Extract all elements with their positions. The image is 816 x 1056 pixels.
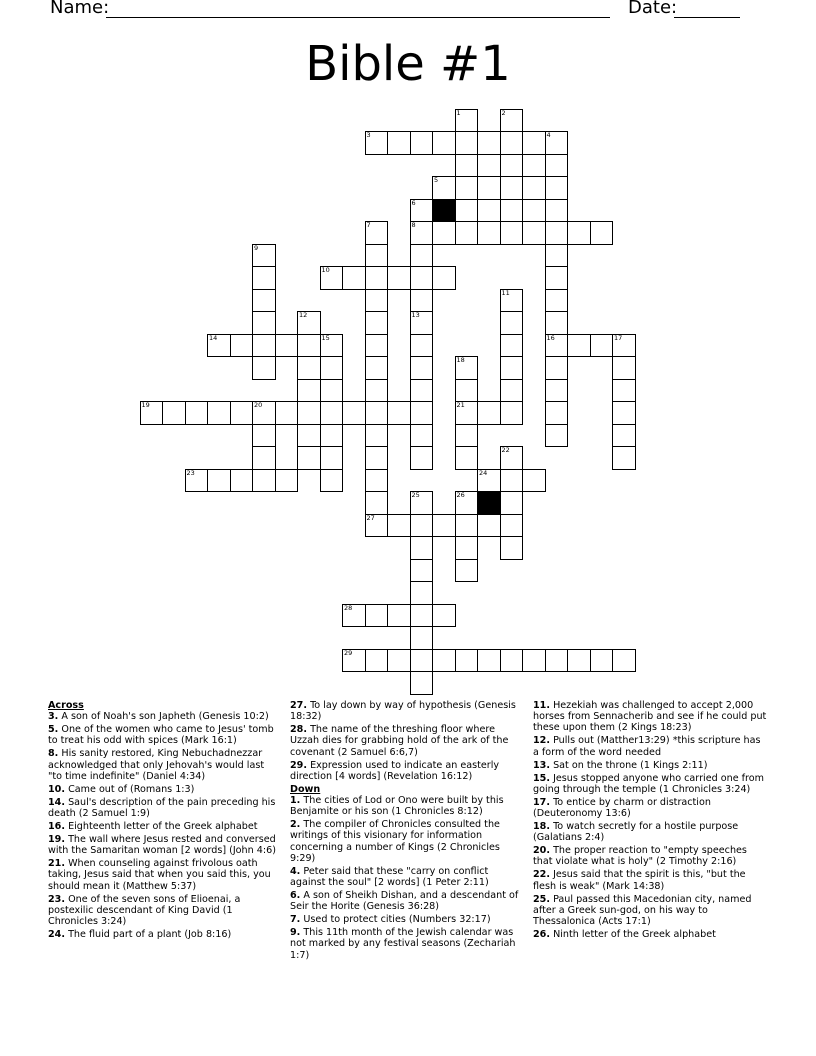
grid-cell[interactable] (455, 379, 479, 403)
grid-cell[interactable] (297, 311, 321, 335)
name-label: Name: (50, 0, 110, 18)
clue-number: 24. (48, 929, 65, 941)
down-clue (290, 914, 522, 925)
grid-cell[interactable] (320, 334, 344, 358)
grid-cell[interactable] (365, 469, 389, 493)
clue-text: His sanity restored, King Nebuchadnezzar acknowledged that only Jehovah's would last "to time indefinite" (Daniel 4:34) (48, 748, 265, 782)
clue-number: 26. (533, 929, 550, 941)
grid-cell[interactable] (500, 221, 524, 245)
across-clue (48, 724, 280, 746)
grid-cell[interactable] (252, 469, 276, 493)
grid-cell[interactable] (500, 401, 524, 425)
clue-number: 9. (290, 927, 301, 939)
clue-number: 14. (48, 796, 65, 808)
grid-cell[interactable] (365, 379, 389, 403)
clue-number: 29 (344, 648, 353, 657)
grid-cell[interactable] (545, 311, 569, 335)
grid-cell[interactable] (477, 131, 501, 155)
grid-cell[interactable] (455, 536, 479, 560)
grid-cell[interactable] (387, 266, 411, 290)
clue-number: 16. (48, 821, 65, 833)
clue-number: 6. (290, 890, 301, 902)
down-heading: Down (290, 783, 321, 795)
clue-number: 3 (366, 131, 371, 139)
grid-cell[interactable] (410, 491, 434, 515)
grid-cell[interactable] (297, 356, 321, 380)
grid-cell[interactable] (365, 289, 389, 313)
grid-cell[interactable] (477, 199, 501, 223)
grid-cell[interactable] (342, 401, 366, 425)
grid-cell[interactable] (432, 266, 456, 290)
clue-number: 23 (186, 468, 195, 477)
grid-cell[interactable] (477, 514, 501, 538)
clue-text: This 11th month of the Jewish calendar was not marked by any festival seasons (Zechariah 1:7) (290, 927, 516, 961)
grid-cell[interactable] (140, 401, 164, 425)
clue-number: 8. (48, 748, 59, 760)
clue-text: To lay down by way of hypothesis (Genesis 18:32) (290, 700, 516, 723)
black-cell (432, 199, 456, 223)
grid-cell[interactable] (342, 604, 366, 628)
across-clue (48, 784, 280, 795)
grid-cell[interactable] (365, 266, 389, 290)
grid-cell[interactable] (522, 469, 546, 493)
grid-cell[interactable] (252, 424, 276, 448)
clue-text: Jesus stopped anyone who carried one from going through the temple (1 Chronicles 3:24) (533, 772, 764, 795)
grid-cell[interactable] (500, 154, 524, 178)
grid-cell[interactable] (275, 334, 299, 358)
grid-cell[interactable] (545, 379, 569, 403)
grid-cell[interactable] (365, 649, 389, 673)
clue-text: The compiler of Chronicles consulted the writings of this visionary for information concerning a number of Kings (2 Chronicles 9:29) (290, 819, 500, 864)
across-clue (48, 894, 280, 928)
grid-cell[interactable] (387, 401, 411, 425)
grid-cell[interactable] (410, 581, 434, 605)
clue-text: One of the women who came to Jesus' tomb to treat his odd with spices (Mark 16:1) (48, 724, 274, 747)
clue-number: 15. (533, 772, 550, 784)
grid-cell[interactable] (410, 244, 434, 268)
clue-number: 11 (501, 288, 510, 297)
grid-cell[interactable] (252, 311, 276, 335)
grid-cell[interactable] (365, 491, 389, 515)
clue-number: 8 (411, 221, 416, 229)
grid-cell[interactable] (410, 424, 434, 448)
clue-text: Peter said that these "carry on conflict against the soul" [2 words] (1 Peter 2:11) (290, 865, 489, 889)
grid-cell[interactable] (500, 176, 524, 200)
across-clue (48, 748, 280, 782)
grid-cell[interactable] (545, 289, 569, 313)
grid-cell[interactable] (590, 334, 614, 358)
clue-number: 25. (533, 893, 550, 905)
grid-cell[interactable] (410, 221, 434, 245)
clue-text: Saul's description of the pain preceding his death (2 Samuel 1:9) (48, 796, 276, 820)
grid-cell[interactable] (500, 109, 524, 133)
clue-number: 21. (48, 858, 65, 870)
clue-number: 17. (533, 796, 550, 808)
grid-cell[interactable] (252, 446, 276, 470)
grid-cell[interactable] (410, 334, 434, 358)
grid-cell[interactable] (207, 334, 231, 358)
clue-number: 25 (411, 491, 420, 499)
grid-cell[interactable] (365, 424, 389, 448)
clue-number: 28. (290, 724, 307, 736)
grid-cell[interactable] (612, 446, 636, 470)
clue-number: 12. (533, 735, 550, 747)
grid-cell[interactable] (410, 536, 434, 560)
grid-cell[interactable] (365, 311, 389, 335)
grid-cell[interactable] (297, 446, 321, 470)
across-clue (48, 929, 280, 940)
across-clue (48, 858, 280, 892)
across-clue (48, 797, 280, 819)
clue-number: 22 (501, 446, 510, 454)
grid-cell[interactable] (500, 199, 524, 223)
grid-cell[interactable] (545, 334, 569, 358)
grid-cell[interactable] (410, 446, 434, 470)
grid-cell[interactable] (455, 109, 479, 133)
grid-cell[interactable] (545, 266, 569, 290)
clue-column-2 (290, 700, 522, 963)
grid-cell[interactable] (275, 401, 299, 425)
grid-cell[interactable] (545, 131, 569, 155)
grid-cell[interactable] (410, 626, 434, 650)
grid-cell[interactable] (230, 334, 254, 358)
grid-cell[interactable] (567, 334, 591, 358)
grid-cell[interactable] (455, 131, 479, 155)
grid-cell[interactable] (612, 424, 636, 448)
grid-cell[interactable] (455, 176, 479, 200)
clue-number: 1 (456, 108, 461, 117)
grid-cell[interactable] (612, 649, 636, 673)
clue-text: The fluid part of a plant (Job 8:16) (68, 929, 232, 941)
grid-cell[interactable] (410, 311, 434, 335)
down-clue (290, 890, 522, 912)
clue-number: 1. (290, 795, 301, 807)
grid-cell[interactable] (522, 131, 546, 155)
grid-cell[interactable] (522, 199, 546, 223)
page-title: Bible #1 (305, 36, 511, 92)
grid-cell[interactable] (477, 649, 501, 673)
grid-cell[interactable] (500, 311, 524, 335)
grid-cell[interactable] (410, 379, 434, 403)
clue-text: Paul passed this Macedonian city, named after a Greek sun-god, on his way to Thessalonica (Acts 17:1) (533, 893, 752, 928)
grid-cell[interactable] (320, 401, 344, 425)
grid-cell[interactable] (410, 289, 434, 313)
clue-number: 13. (533, 759, 550, 771)
down-clue (533, 797, 769, 819)
grid-cell[interactable] (387, 514, 411, 538)
grid-cell[interactable] (365, 221, 389, 245)
grid-cell[interactable] (500, 469, 524, 493)
grid-cell[interactable] (500, 649, 524, 673)
down-clue (533, 869, 769, 891)
grid-cell[interactable] (207, 469, 231, 493)
down-clue (290, 866, 522, 888)
across-clue (290, 700, 522, 722)
grid-cell[interactable] (275, 469, 299, 493)
grid-cell[interactable] (522, 176, 546, 200)
grid-cell[interactable] (612, 379, 636, 403)
grid-cell[interactable] (455, 514, 479, 538)
grid-cell[interactable] (342, 266, 366, 290)
clue-number: 16 (546, 333, 555, 342)
clue-number: 7. (290, 914, 301, 926)
clue-number: 22. (533, 869, 550, 881)
clue-text: The proper reaction to "empty speeches that violate what is holy" (2 Timothy 2:16) (533, 845, 747, 868)
clue-text: Used to protect cities (Numbers 32:17) (303, 914, 491, 926)
grid-cell[interactable] (230, 469, 254, 493)
grid-cell[interactable] (500, 131, 524, 155)
grid-cell[interactable] (612, 401, 636, 425)
grid-cell[interactable] (455, 401, 479, 425)
down-clue (533, 894, 769, 928)
grid-cell[interactable] (612, 356, 636, 380)
grid-cell[interactable] (252, 401, 276, 425)
grid-cell[interactable] (252, 356, 276, 380)
grid-cell[interactable] (230, 401, 254, 425)
grid-cell[interactable] (500, 379, 524, 403)
grid-cell[interactable] (297, 334, 321, 358)
black-cell (477, 491, 501, 515)
grid-cell[interactable] (387, 604, 411, 628)
across-clue (48, 834, 280, 856)
grid-cell[interactable] (387, 131, 411, 155)
grid-cell[interactable] (365, 446, 389, 470)
grid-cell[interactable] (590, 649, 614, 673)
grid-cell[interactable] (500, 334, 524, 358)
grid-cell[interactable] (455, 649, 479, 673)
clue-number: 24 (479, 468, 488, 477)
grid-cell[interactable] (297, 379, 321, 403)
grid-cell[interactable] (207, 401, 231, 425)
grid-cell[interactable] (500, 446, 524, 470)
grid-cell[interactable] (432, 131, 456, 155)
grid-cell[interactable] (365, 401, 389, 425)
grid-cell[interactable] (545, 154, 569, 178)
clue-text: Sat on the throne (1 Kings 2:11) (553, 759, 708, 771)
grid-cell[interactable] (252, 244, 276, 268)
clue-number: 14 (209, 333, 218, 342)
clue-number: 19. (48, 834, 65, 846)
clue-text: Eighteenth letter of the Greek alphabet (68, 821, 258, 833)
grid-cell[interactable] (455, 154, 479, 178)
clue-number: 19 (141, 401, 150, 409)
grid-cell[interactable] (455, 559, 479, 583)
grid-cell[interactable] (432, 514, 456, 538)
grid-cell[interactable] (522, 221, 546, 245)
grid-cell[interactable] (500, 289, 524, 313)
clue-number: 21 (456, 401, 465, 409)
grid-cell[interactable] (500, 491, 524, 515)
grid-cell[interactable] (455, 356, 479, 380)
clue-number: 10. (48, 783, 65, 795)
grid-cell[interactable] (477, 221, 501, 245)
grid-cell[interactable] (185, 401, 209, 425)
across-clue (290, 760, 522, 782)
clue-number: 7 (366, 221, 371, 229)
grid-cell[interactable] (612, 334, 636, 358)
clue-number: 18 (456, 356, 465, 364)
grid-cell[interactable] (252, 289, 276, 313)
clue-number: 2 (501, 108, 506, 117)
clue-number: 29. (290, 759, 307, 771)
grid-cell[interactable] (500, 356, 524, 380)
grid-cell[interactable] (545, 356, 569, 380)
down-clue (533, 929, 769, 940)
grid-cell[interactable] (320, 356, 344, 380)
grid-cell[interactable] (252, 334, 276, 358)
clue-number: 28 (344, 603, 353, 612)
clue-text: Expression used to indicate an easterly direction [4 words] (Revelation 16:12) (290, 759, 500, 782)
grid-cell[interactable] (410, 266, 434, 290)
grid-cell[interactable] (455, 199, 479, 223)
clue-text: Came out of (Romans 1:3) (68, 783, 195, 795)
across-heading: Across (48, 700, 84, 711)
clue-number: 18. (533, 821, 550, 833)
clue-text: The cities of Lod or Ono were built by this Benjamite or his son (1 Chronicles 8:12) (290, 795, 504, 818)
clue-number: 13 (411, 311, 420, 319)
clue-number: 4. (290, 865, 301, 877)
clue-number: 6 (411, 198, 416, 207)
grid-cell[interactable] (455, 221, 479, 245)
clue-text: A son of Sheikh Dishan, and a descendant of Seir the Horite (Genesis 36:28) (290, 890, 519, 913)
clue-text: To watch secretly for a hostile purpose (Galatians 2:4) (533, 821, 739, 844)
grid-cell[interactable] (410, 514, 434, 538)
clue-number: 20 (254, 401, 263, 409)
down-clue (533, 760, 769, 771)
grid-cell[interactable] (500, 514, 524, 538)
grid-cell[interactable] (545, 221, 569, 245)
grid-cell[interactable] (477, 469, 501, 493)
down-clue (533, 700, 769, 734)
grid-cell[interactable] (252, 266, 276, 290)
grid-cell[interactable] (365, 244, 389, 268)
grid-cell[interactable] (320, 424, 344, 448)
clue-number: 10 (321, 266, 330, 274)
grid-cell[interactable] (320, 446, 344, 470)
clue-text: One of the seven sons of Elioenai, a postexilic descendant of King David (1 Chronicles 3:24) (48, 893, 241, 928)
grid-cell[interactable] (455, 446, 479, 470)
grid-cell[interactable] (567, 221, 591, 245)
clue-text: Jesus said that the spirit is this, "but the flesh is weak" (Mark 14:38) (533, 869, 746, 892)
grid-cell[interactable] (545, 401, 569, 425)
grid-cell[interactable] (545, 244, 569, 268)
grid-cell[interactable] (387, 649, 411, 673)
clue-number: 4 (546, 131, 551, 139)
clue-number: 20. (533, 845, 550, 857)
clue-number: 11. (533, 700, 550, 711)
grid-cell[interactable] (320, 469, 344, 493)
grid-cell[interactable] (432, 176, 456, 200)
grid-cell[interactable] (410, 199, 434, 223)
clue-text: The name of the threshing floor where Uzzah dies for grabbing hold of the ark of the covenant (2 Samuel 6:6,7) (290, 724, 509, 758)
down-clue (533, 821, 769, 843)
clue-number: 15 (321, 333, 330, 342)
down-clue (533, 773, 769, 795)
grid-cell[interactable] (432, 221, 456, 245)
grid-cell[interactable] (320, 266, 344, 290)
across-clue (48, 711, 280, 722)
down-clue (290, 927, 522, 961)
clue-number: 27 (366, 513, 375, 522)
date-label: Date: (628, 0, 678, 18)
down-clue (533, 845, 769, 867)
clue-number: 5. (48, 724, 59, 736)
clue-text: Pulls out (Matther13:29) *this scripture has a form of the word needed (533, 735, 761, 758)
clue-text: The wall where Jesus rested and conversed with the Samaritan woman [2 words] (John 4:6) (48, 834, 276, 857)
clue-number: 3. (48, 711, 59, 723)
grid-cell[interactable] (545, 199, 569, 223)
grid-cell[interactable] (320, 379, 344, 403)
clue-column-3 (533, 700, 769, 942)
grid-cell[interactable] (410, 559, 434, 583)
grid-cell[interactable] (185, 469, 209, 493)
grid-cell[interactable] (545, 424, 569, 448)
grid-cell[interactable] (590, 221, 614, 245)
clue-number: 26 (456, 491, 465, 499)
down-clue (290, 795, 522, 817)
grid-cell[interactable] (410, 401, 434, 425)
grid-cell[interactable] (410, 671, 434, 695)
grid-cell[interactable] (545, 649, 569, 673)
clue-number: 27. (290, 700, 307, 711)
grid-cell[interactable] (410, 649, 434, 673)
grid-cell[interactable] (365, 604, 389, 628)
grid-cell[interactable] (410, 356, 434, 380)
clue-number: 5 (434, 176, 439, 184)
grid-cell[interactable] (455, 424, 479, 448)
across-clue (290, 724, 522, 758)
grid-cell[interactable] (477, 176, 501, 200)
grid-cell[interactable] (477, 401, 501, 425)
clue-number: 12 (299, 311, 308, 319)
down-clue (290, 819, 522, 864)
clue-text: Hezekiah was challenged to accept 2,000 horses from Sennacherib and see if he could put these upon them (2 Kings 18:23) (533, 700, 767, 734)
grid-cell[interactable] (432, 649, 456, 673)
clue-number: 9 (254, 243, 259, 252)
clue-number: 2. (290, 819, 301, 831)
across-clue (48, 821, 280, 832)
grid-cell[interactable] (500, 536, 524, 560)
grid-cell[interactable] (545, 176, 569, 200)
grid-cell[interactable] (365, 514, 389, 538)
grid-cell[interactable] (365, 334, 389, 358)
grid-cell[interactable] (297, 424, 321, 448)
grid-cell[interactable] (342, 649, 366, 673)
clue-number: 17 (614, 333, 623, 342)
grid-cell[interactable] (522, 649, 546, 673)
grid-cell[interactable] (455, 491, 479, 515)
grid-cell[interactable] (410, 604, 434, 628)
grid-cell[interactable] (162, 401, 186, 425)
clue-text: To entice by charm or distraction (Deuteronomy 13:6) (533, 796, 711, 820)
down-clue (533, 735, 769, 757)
grid-cell[interactable] (365, 131, 389, 155)
grid-cell[interactable] (365, 356, 389, 380)
grid-cell[interactable] (297, 401, 321, 425)
clue-column-1 (48, 700, 280, 942)
grid-cell[interactable] (567, 649, 591, 673)
grid-cell[interactable] (432, 604, 456, 628)
clue-text: A son of Noah's son Japheth (Genesis 10:2) (61, 711, 269, 723)
grid-cell[interactable] (410, 131, 434, 155)
clue-text: When counseling against frivolous oath taking, Jesus said that when you said this, you should mean it (Matthew 5:37) (48, 858, 271, 892)
clue-text: Ninth letter of the Greek alphabet (553, 929, 716, 941)
clue-number: 23. (48, 893, 65, 905)
